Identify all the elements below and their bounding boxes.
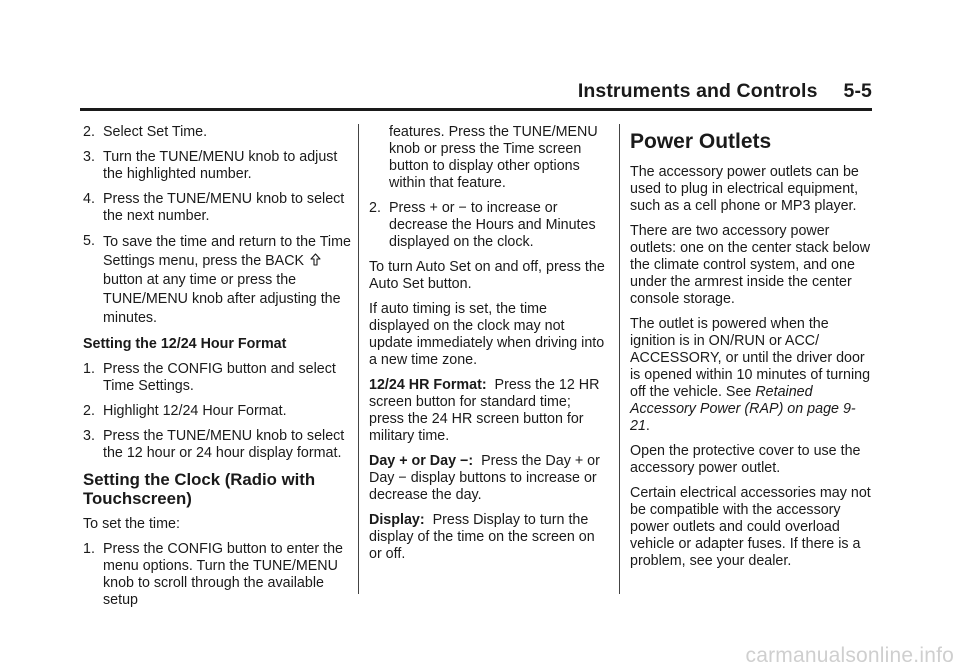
paragraph [630, 316, 875, 435]
paragraph-12-24-format [369, 377, 609, 445]
list-item [83, 428, 351, 462]
page-header [80, 78, 872, 111]
item-text: Press the CONFIG button and select Time Settings. [103, 361, 336, 394]
list-item [83, 403, 351, 420]
item-number: 2. [83, 124, 95, 140]
list-item [83, 124, 351, 141]
term-label: Display: [369, 512, 425, 528]
watermark: carmanualsonline.info [745, 644, 954, 667]
term-text: Press the Day + or Day − display buttons to increase or decrease the day. [369, 453, 600, 503]
item-number: 2. [83, 403, 95, 419]
item-text: Highlight 12/24 Hour Format. [103, 403, 287, 419]
cross-reference-link[interactable]: Retained Accessory Power (RAP) on page 9-21 [630, 384, 856, 434]
paragraph: Certain electrical accessories may not be compatible with the accessory power outlets and could overload vehicle or adapter fuses. If there is a problem, see your dealer. [630, 485, 871, 569]
column-divider-1 [358, 124, 359, 594]
step5-text-a: To save the time and return to the Time Settings menu, press the BACK [103, 234, 351, 269]
list-item [83, 541, 351, 609]
item-text: Turn the TUNE/MENU knob to adjust the highlighted number. [103, 149, 338, 182]
term-text: Press Display to turn the display of the time on the screen on or off. [369, 512, 595, 562]
item-text [103, 233, 351, 328]
column-1 [83, 124, 351, 617]
section-title: Instruments and Controls [577, 80, 818, 102]
item-number: 1. [83, 541, 95, 557]
heading-setting-clock: Setting the Clock (Radio with Touchscreen) [83, 470, 316, 508]
list-item [83, 191, 351, 225]
list-item [83, 233, 351, 328]
list-item [83, 149, 351, 183]
item-number: 3. [83, 149, 95, 165]
term-label: Day + or Day −: [369, 453, 474, 469]
item-number: 4. [83, 191, 95, 207]
paragraph-auto-timing: If auto timing is set, the time displayed on the clock may not update immediately when driving into a new time zone. [369, 301, 605, 368]
paragraph: There are two accessory power outlets: one on the center stack below the climate control system, and one under the armrest inside the center console storage. [630, 223, 871, 307]
item-text: Press + or − to increase or decrease the Hours and Minutes displayed on the clock. [389, 200, 596, 250]
term-label: 12/24 HR Format: [369, 377, 487, 393]
list-item [369, 200, 609, 251]
paragraph-end: . [645, 418, 650, 434]
item-number: 1. [83, 361, 95, 377]
item-text: Press the CONFIG button to enter the menu options. Turn the TUNE/MENU knob to scroll through the available setup [103, 541, 343, 608]
column-2 [369, 124, 609, 571]
paragraph: Open the protective cover to use the accessory power outlet. [630, 443, 861, 476]
term-text: Press the 12 HR screen button for standard time; press the 24 HR screen button for military time. [369, 377, 600, 444]
paragraph-day [369, 453, 609, 504]
section-title-power-outlets: Power Outlets [630, 130, 772, 153]
page-number: 5-5 [843, 80, 872, 102]
item-text: Press the TUNE/MENU knob to select the next number. [103, 191, 345, 224]
back-arrow-icon [309, 253, 322, 266]
paragraph-text: The outlet is powered when the ignition is in ON/RUN or ACC/ ACCESSORY, or until the driver door is opened within 10 minutes of turning off the vehicle. See [630, 316, 871, 400]
list-item [83, 361, 351, 395]
step5-text-b: button at any time or press the TUNE/MENU knob after adjusting the minutes. [103, 272, 341, 326]
item-continuation: features. Press the TUNE/MENU knob or press the Time screen button to display other options within that feature. [389, 124, 598, 191]
paragraph-auto-set: To turn Auto Set on and off, press the Auto Set button. [369, 259, 605, 292]
item-text: Select Set Time. [103, 124, 208, 140]
item-text: Press the TUNE/MENU knob to select the 12 hour or 24 hour display format. [103, 428, 345, 461]
item-number: 2. [369, 200, 381, 216]
item-number: 3. [83, 428, 95, 444]
paragraph: The accessory power outlets can be used to plug in electrical equipment, such as a cell phone or MP3 player. [630, 164, 859, 214]
paragraph-display [369, 512, 609, 563]
item-number: 5. [83, 233, 95, 249]
column-divider-2 [619, 124, 620, 594]
subheading-12-24: Setting the 12/24 Hour Format [83, 336, 287, 352]
header-title [578, 80, 872, 103]
column-3 [630, 124, 875, 578]
paragraph-set-time: To set the time: [83, 516, 180, 532]
